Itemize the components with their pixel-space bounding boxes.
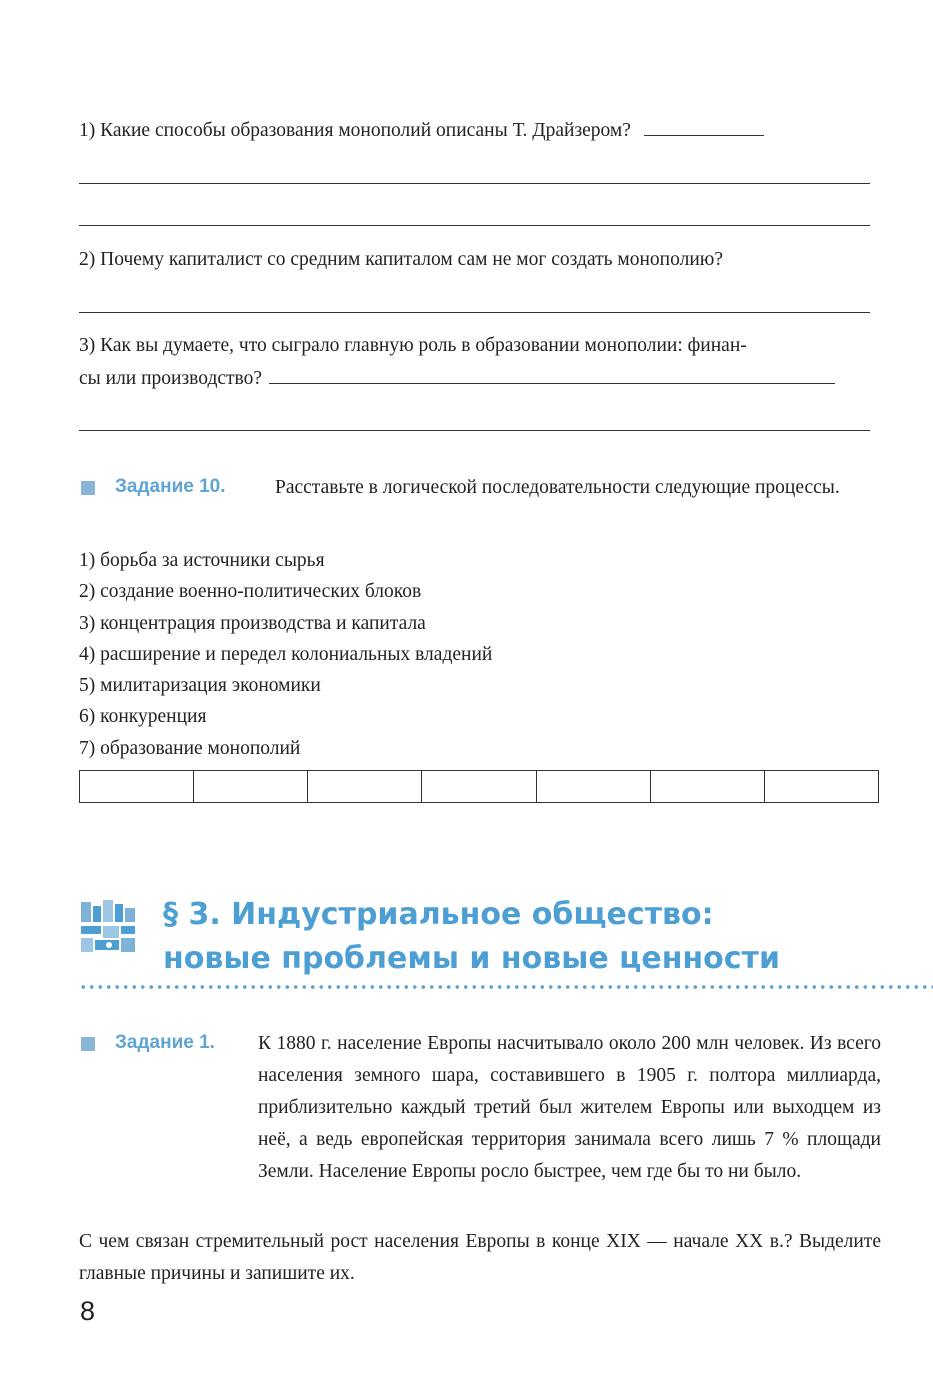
answer-line[interactable] [79, 312, 870, 313]
list-item: 5) милитаризация экономики [79, 675, 321, 697]
question-3-text-line2: сы или производство? [79, 368, 263, 389]
list-item: 3) концентрация производства и капитала [79, 612, 426, 634]
square-bullet-icon [81, 481, 95, 495]
answer-cell[interactable] [764, 771, 878, 803]
task-10 [79, 472, 881, 534]
page-number: 8 [80, 1296, 96, 1326]
answer-line[interactable] [79, 183, 870, 184]
answer-cell[interactable] [650, 771, 764, 803]
answer-cell[interactable] [308, 771, 422, 803]
question-1 [79, 116, 764, 146]
question-2-text: 2) Почему капиталист со средним капиталом сам не мог создать монополию? [79, 249, 723, 270]
answer-cell[interactable] [194, 771, 308, 803]
list-item: 2) создание военно-политических блоков [79, 581, 422, 603]
task-1 [79, 1028, 881, 1218]
sequence-answer-table [79, 770, 879, 803]
list-item: 6) конкуренция [79, 706, 207, 728]
task-1-text: К 1880 г. население Европы насчитывало около 200 млн человек. Из всего населения земного шара, составившего в 1905 г. полтора миллиарда, приблизительно каждый третий был жителем Европы или выходцем из неё, а ведь европейская территория занимала всего лишь 7 % площади Земли. Население Европы росло быстрее, чем где бы то ни было. [258, 1033, 881, 1182]
answer-line[interactable] [269, 365, 835, 384]
task-10-label: Задание 10. [115, 476, 226, 497]
task-1-label: Задание 1. [115, 1032, 215, 1053]
dotted-divider [79, 984, 933, 990]
square-bullet-icon [81, 1037, 95, 1051]
question-1-text: 1) Какие способы образования монополий описаны Т. Драйзером? [79, 120, 631, 141]
section-title-line2: новые проблемы и новые ценности [163, 941, 780, 976]
question-2 [79, 245, 723, 275]
task-1-question: С чем связан стремительный рост населения Европы в конце XIX — начале XX в.? Выделите главные причины и запишите их. [79, 1231, 881, 1284]
question-3-text-line1: 3) Как вы думаете, что сыграло главную роль в образовании монополии: финан- [79, 335, 747, 356]
section-title [163, 893, 780, 981]
list-item: 4) расширение и передел колониальных владений [79, 643, 493, 665]
answer-line[interactable] [79, 430, 870, 431]
question-3 [79, 331, 747, 361]
list-item: 1) борьба за источники сырья [79, 550, 325, 571]
task-10-text: Расставьте в логической последовательности следующие процессы. [275, 477, 840, 498]
section-icon [79, 898, 137, 954]
process-list [79, 545, 492, 764]
section-title-line1: § 3. Индустриальное общество: [163, 897, 714, 932]
answer-line[interactable] [79, 225, 870, 226]
answer-cell[interactable] [80, 771, 194, 803]
list-item: 7) образование монополий [79, 737, 301, 759]
answer-line[interactable] [644, 117, 764, 136]
question-3-cont [79, 364, 835, 394]
answer-cell[interactable] [536, 771, 650, 803]
answer-cell[interactable] [422, 771, 536, 803]
